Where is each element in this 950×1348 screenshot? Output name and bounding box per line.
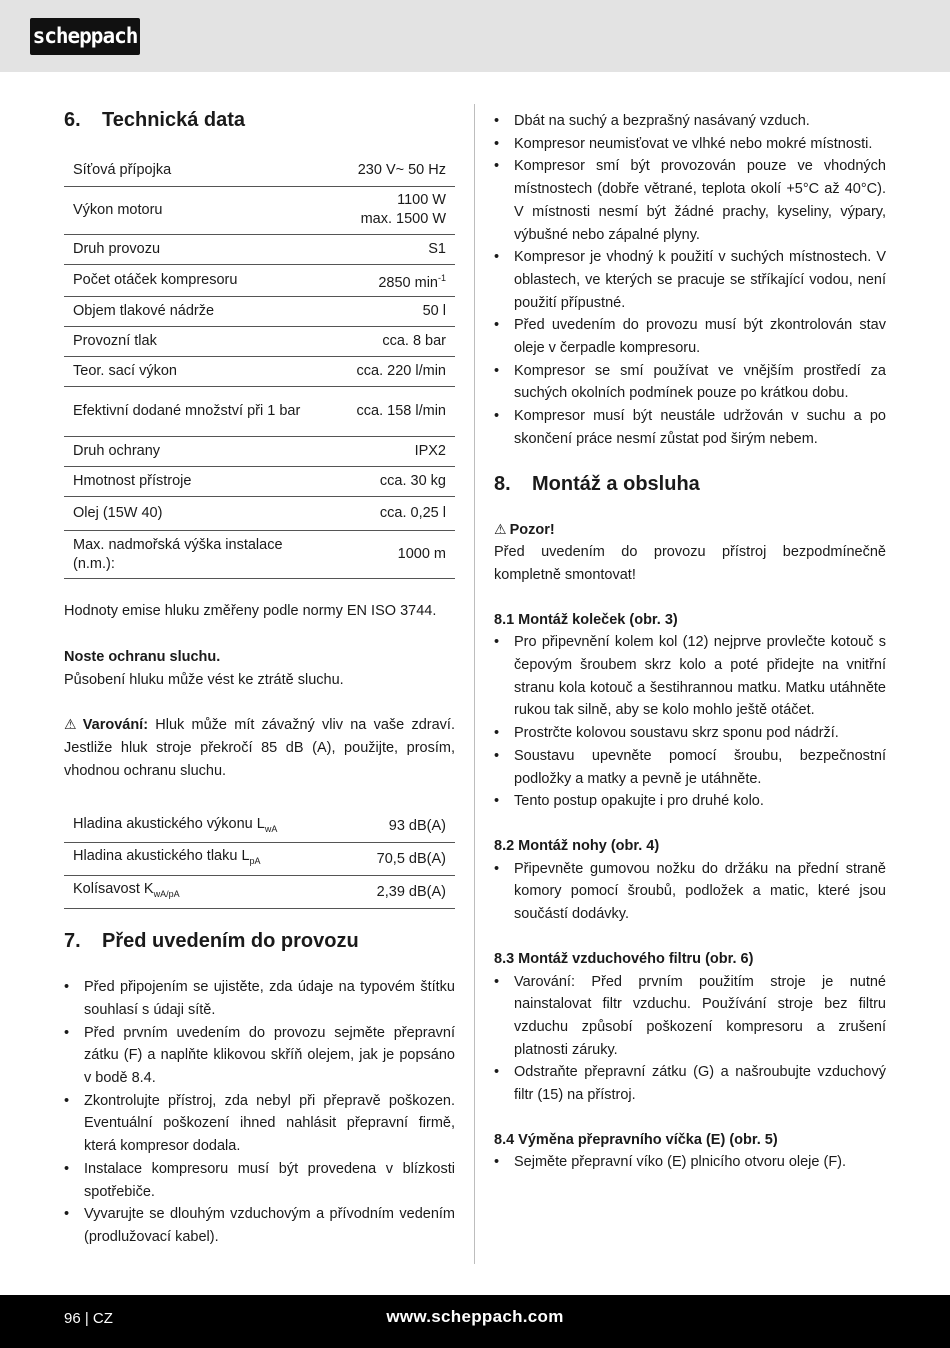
section-title: Technická data <box>102 109 246 131</box>
list-item: • Pro připevnění kolem kol (12) nejprve provlečte kotouč s čepovým šroubem skrz kolo a poté přidejte na vnitřní stranu kola kotouč a šestihrannou matku. Matku utáhněte rukou tak silně, aby se kolo mohlo ještě otáčet. <box>494 631 886 722</box>
noise-table <box>64 811 455 910</box>
table-row <box>64 497 455 531</box>
left-column <box>64 100 455 1249</box>
list-item: • Soustavu upevněte pomocí šroubu, bezpečnostní podložky a matky a pevně je utáhněte. <box>494 745 886 790</box>
spec-label: Olej (15W 40) <box>64 497 322 531</box>
subsection-list <box>494 631 886 813</box>
spec-label: Síťová přípojka <box>64 156 322 186</box>
table-row <box>64 357 455 387</box>
list-item: • Kompresor se smí používat ve vnějším prostředí za suchých okolních podmínek pouze po krátkou dobu. <box>494 360 886 405</box>
spec-label: Výkon motoru <box>64 186 322 234</box>
section-title: Před uvedením do provozu <box>102 930 359 953</box>
spec-value: cca. 30 kg <box>322 467 455 497</box>
spec-value-line: 1100 W <box>397 192 446 208</box>
ear-protection-text: Působení hluku může vést ke ztrátě sluchu. <box>64 671 344 688</box>
page-number-value: 96 <box>64 1310 81 1327</box>
list-item: • Sejměte přepravní víko (E) plnicího otvoru oleje (F). <box>494 1151 886 1174</box>
spec-label: Max. nadmořská výška instalace (n.m.): <box>64 531 322 579</box>
spec-label: Hmotnost přístroje <box>64 467 322 497</box>
list-item: • Odstraňte přepravní zátku (G) a našroubujte vzduchový filtr (15) na přístroj. <box>494 1061 886 1106</box>
list-item: • Zkontrolujte přístroj, zda nebyl při přepravě poškozen. Eventuální poškození ihned nahlásit přepravní firmě, která kompresor dodala. <box>64 1090 455 1158</box>
spec-value <box>322 186 455 234</box>
section-7-list <box>64 976 455 1248</box>
table-row <box>64 186 455 234</box>
spec-value: cca. 8 bar <box>322 327 455 357</box>
table-row <box>64 234 455 264</box>
spec-value: IPX2 <box>322 437 455 467</box>
spec-value-text: 2850 min <box>378 274 438 291</box>
column-divider <box>474 104 475 1264</box>
spec-label: Druh provozu <box>64 234 322 264</box>
list-item: • Před uvedením do provozu musí být zkontrolován stav oleje v čerpadle kompresoru. <box>494 314 886 359</box>
caution-label: Pozor! <box>509 521 555 538</box>
noise-label <box>64 876 345 909</box>
list-item: • Kompresor smí být provozován pouze ve vhodných místnostech (dobře větrané, teplota okolí +5°C až 40°C). V místnosti nesmí být žádné prachy, kyseliny, výpary, výbušné nebo zápalné plyny. <box>494 155 886 246</box>
page-number: 96 | CZ <box>64 1310 113 1327</box>
list-item: • Kompresor musí být neustále udržován v suchu a po skončení práce nesmí zůstat pod širým nebem. <box>494 405 886 450</box>
spec-label: Počet otáček kompresoru <box>64 264 322 297</box>
spec-label: Objem tlakové nádrže <box>64 297 322 327</box>
caution-text: Před uvedením do provozu přístroj bezpodmínečně kompletně smontovat! <box>494 544 886 583</box>
section-7-list-continued <box>494 110 886 451</box>
noise-label-subscript: wA <box>264 823 278 834</box>
noise-value: 2,39 dB(A) <box>345 876 455 909</box>
table-row <box>64 387 455 437</box>
section-number: 7. <box>64 930 81 953</box>
section-6-heading <box>64 106 455 134</box>
list-item: • Instalace kompresoru musí být provedena v blízkosti spotřebiče. <box>64 1158 455 1203</box>
spec-value: S1 <box>322 234 455 264</box>
spec-label: Teor. sací výkon <box>64 357 322 387</box>
warning-text: Hluk může mít závažný vliv na vaše zdraví. Jestliže hluk stroje překročí 85 dB (A), použijte, prosím, vhodnou ochranu sluchu. <box>64 717 455 779</box>
table-row <box>64 876 455 909</box>
list-item: • Kompresor neumisťovat ve vlhké nebo mokré místnosti. <box>494 133 886 156</box>
table-row <box>64 437 455 467</box>
subsection-heading: 8.1 Montáž koleček (obr. 3) <box>494 611 678 628</box>
spec-value: 50 l <box>322 297 455 327</box>
noise-warning <box>64 713 455 782</box>
subsection-heading: 8.2 Montáž nohy (obr. 4) <box>494 837 660 854</box>
noise-label <box>64 843 345 876</box>
list-item: • Tento postup opakujte i pro druhé kolo. <box>494 790 886 813</box>
page-header <box>0 0 950 72</box>
section-number: 8. <box>494 472 511 495</box>
spec-value <box>322 264 455 297</box>
list-item: • Před připojením se ujistěte, zda údaje na typovém štítku souhlasí s údaji sítě. <box>64 976 455 1021</box>
table-row <box>64 327 455 357</box>
table-row <box>64 264 455 297</box>
list-item: • Prostrčte kolovou soustavu skrz sponu pod nádrží. <box>494 722 886 745</box>
list-item: • Vyvarujte se dlouhým vzduchovým a přívodním vedením (prodlužovací kabel). <box>64 1203 455 1248</box>
noise-norm-note: Hodnoty emise hluku změřeny podle normy EN ISO 3744. <box>64 603 437 620</box>
noise-label-subscript: pA <box>249 856 261 867</box>
subsection-heading: 8.4 Výměna přepravního víčka (E) (obr. 5) <box>494 1131 778 1148</box>
subsection-list <box>494 971 886 1107</box>
table-row <box>64 156 455 186</box>
warning-triangle-icon: ⚠ <box>64 716 80 733</box>
noise-label-text: Hladina akustického výkonu L <box>73 815 265 832</box>
spec-label: Provozní tlak <box>64 327 322 357</box>
spec-label: Druh ochrany <box>64 437 322 467</box>
right-column <box>494 110 886 1174</box>
section-8-heading <box>494 470 886 498</box>
section-number: 6. <box>64 109 81 131</box>
noise-value: 93 dB(A) <box>345 811 455 843</box>
spec-value: cca. 220 l/min <box>322 357 455 387</box>
section-7-heading <box>64 927 455 955</box>
list-item: • Varování: Před prvním použitím stroje je nutné nainstalovat filtr vzduchu. Používání stroje bez filtru vzduchu způsobí poškození kompresoru a zrušení platnosti záruky. <box>494 971 886 1062</box>
table-row <box>64 531 455 579</box>
tech-spec-table <box>64 156 455 579</box>
table-row <box>64 811 455 843</box>
list-item: • Dbát na suchý a bezprašný nasávaný vzduch. <box>494 110 886 133</box>
subsection-heading: 8.3 Montáž vzduchového filtru (obr. 6) <box>494 950 754 967</box>
ear-protection-title: Noste ochranu sluchu. <box>64 649 221 666</box>
page-footer <box>0 1295 950 1348</box>
spec-value: 1000 m <box>322 531 455 579</box>
brand-logo: scheppach <box>30 18 140 55</box>
spec-value-line: max. 1500 W <box>360 211 446 227</box>
website-link[interactable]: www.scheppach.com <box>386 1307 564 1326</box>
noise-value: 70,5 dB(A) <box>345 843 455 876</box>
caution-title <box>494 518 886 542</box>
spec-value: cca. 158 l/min <box>322 387 455 437</box>
noise-label <box>64 811 345 843</box>
spec-value: cca. 0,25 l <box>322 497 455 531</box>
spec-label: Efektivní dodané množství při 1 bar <box>64 387 322 437</box>
warning-label: Varování: <box>82 717 149 734</box>
table-row <box>64 843 455 876</box>
noise-label-text: Hladina akustického tlaku L <box>73 848 250 865</box>
table-row <box>64 467 455 497</box>
spec-value: 230 V~ 50 Hz <box>322 156 455 186</box>
list-item: • Před prvním uvedením do provozu sejměte přepravní zátku (F) a naplňte klikovou skříň olejem, jak je popsáno v bodě 8.4. <box>64 1022 455 1090</box>
warning-triangle-icon: ⚠ <box>494 520 507 537</box>
spec-value-exponent: -1 <box>437 272 446 283</box>
list-item: • Kompresor je vhodný k použití v suchých místnostech. V oblastech, ve kterých se pracuje se stříkající vodou, není použití přípustné. <box>494 246 886 314</box>
noise-label-subscript: wA/pA <box>153 889 180 900</box>
table-row <box>64 297 455 327</box>
section-title: Montáž a obsluha <box>532 472 700 495</box>
noise-label-text: Kolísavost K <box>73 881 154 898</box>
subsection-list <box>494 1151 886 1174</box>
language-code: CZ <box>92 1310 113 1327</box>
list-item: • Připevněte gumovou nožku do držáku na přední straně komory pomocí šroubů, podložek a matic, které jsou součástí dodávky. <box>494 858 886 926</box>
subsection-list <box>494 858 886 926</box>
